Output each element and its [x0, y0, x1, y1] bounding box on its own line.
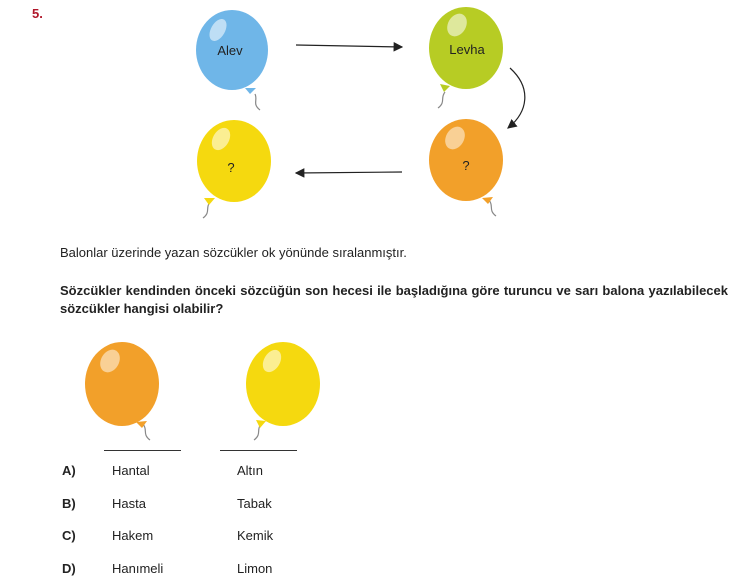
option-a-orange: Hantal	[112, 463, 150, 478]
statement-text: Balonlar üzerinde yazan sözcükler ok yönünde sıralanmıştır.	[60, 245, 407, 260]
balloon-alev	[196, 10, 268, 110]
option-d-letter[interactable]: D)	[62, 561, 76, 576]
answer-balloon-orange	[85, 342, 159, 440]
answer-balloon-yellow	[246, 342, 320, 440]
balloon-levha	[429, 7, 503, 108]
balloon-label: ?	[462, 158, 470, 173]
option-b-letter[interactable]: B)	[62, 496, 76, 511]
option-b-orange: Hasta	[112, 496, 146, 511]
option-d-yellow: Limon	[237, 561, 273, 576]
balloon-orange	[429, 119, 503, 216]
answer-line-yellow	[220, 450, 297, 451]
answer-line-orange	[104, 450, 181, 451]
option-c-yellow: Kemik	[237, 528, 274, 543]
balloon-yellow	[197, 120, 271, 218]
option-b-yellow: Tabak	[237, 496, 272, 511]
option-c-letter[interactable]: C)	[62, 528, 76, 543]
option-d-orange: Hanımeli	[112, 561, 164, 576]
question-number: 5.	[32, 6, 43, 21]
balloon-label: Alev	[217, 43, 243, 58]
balloon-label: Levha	[449, 42, 485, 57]
option-c-orange: Hakem	[112, 528, 154, 543]
arrow-curve-down	[508, 68, 525, 128]
option-a-yellow: Altın	[237, 463, 264, 478]
balloon-label: ?	[227, 160, 235, 175]
option-a-letter[interactable]: A)	[62, 463, 76, 478]
question-prompt: Sözcükler kendinden önceki sözcüğün son hecesi ile başladığına göre turuncu ve sarı balona yazılabilecek sözcükler hangisi olabilir?	[60, 283, 728, 316]
arrow-left	[296, 172, 402, 173]
arrow-right	[296, 45, 402, 47]
